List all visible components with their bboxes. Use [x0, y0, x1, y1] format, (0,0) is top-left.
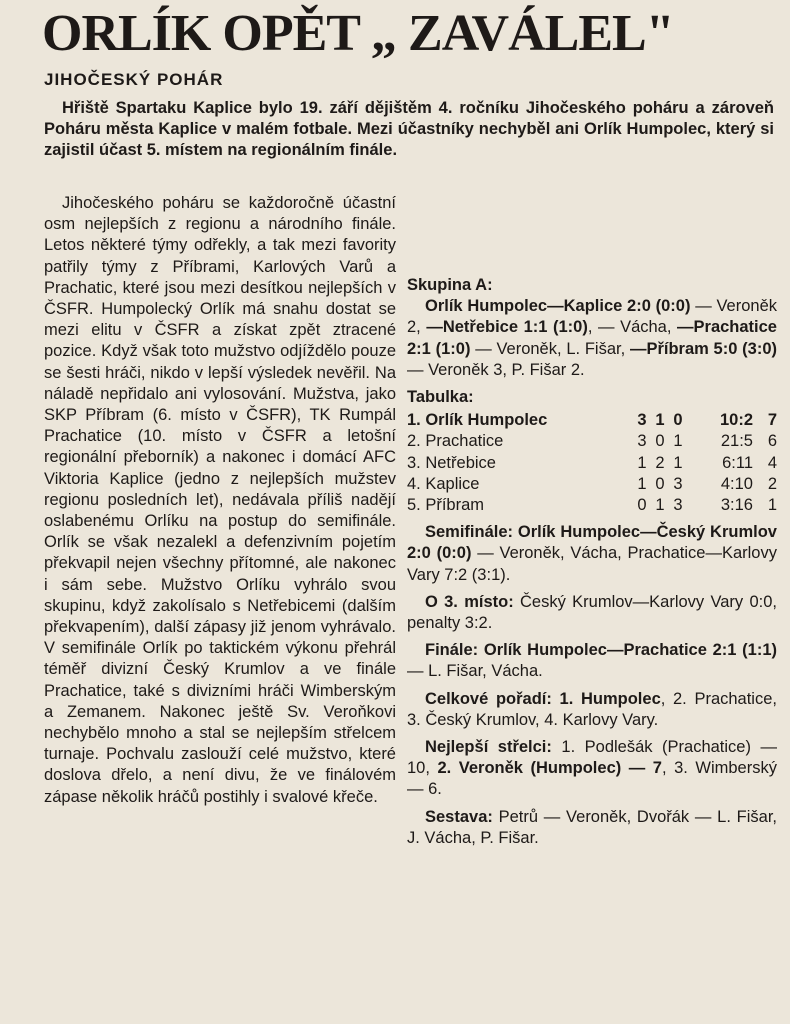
article-body: Jihočeského poháru se každoročně účastní osm nejlepších z regionu a národního finále. Letos některé týmy odřekly, a tak mezi favority patřily týmy z Příbrami, Karlových Varů a Prachatic, které jsou mezi desítkou nejlepších v ČSFR. Humpolecký Orlík má snahu dostat se mezi elitu v ČSFR a získat zpět ztracené pozice. Když však toto mužstvo odjíždělo pouze se šesti hráči, nikdo v lepší výsledek nevěřil. Na náladě nepřidalo ani vylosování. Mužstva, jako SKP Příbram (6. místo v ČSFR), TK Rumpál Prachatice (10. místo v ČSFR a letošní regionální přeborník) a nakonec i domácí AFC Viktoria Kaplice (jedno z nejlepších mužstev regionu posledních let), nedávala příliš nadějí oslabenému Orlíku na postup do semifinále. Orlík se však nezalekl a defenzivním pojetím překvapil nejen všechny přítomné, ale nakonec i sám sebe. Mužstvo Orlíku vyhrálo svou skupinu, když zakolísalo s Netřebicemi (dalším překvapením), další zápasy již jenom vyhrávalo. V semifinále Orlík po taktickém výkonu přehrál téměř divizní Český Krumlov a ve finále Prachatice, také s divizními hráči Wimberským a Zemanem. Nakonec ještě Sv. Veroňkovi nechybělo mnoho a stal se nejlepším střelcem turnaje. Pochvalu zaslouží celé mužstvo, které doslova dřelo, a není divu, že ve finálovém zápase několik hráčů postihly i svalové křeče. [44, 194, 396, 806]
scorers-second: 2. Veroněk (Humpolec) — 7 [437, 759, 662, 778]
standings-losses: 0 [673, 411, 683, 430]
lineup-label: Sestava: [425, 807, 493, 826]
standings-losses: 1 [673, 453, 683, 472]
third-place-label: O 3. místo: [425, 592, 514, 611]
standings-losses: 3 [673, 496, 683, 515]
group-result-2: —Netřebice 1:1 (1:0) [426, 318, 588, 337]
standings-table [407, 410, 777, 516]
third-place-text: Český Krumlov—Karlovy Vary 0:0, penalty 3:2. [407, 592, 778, 633]
standings-team: 4. Kaplice [407, 474, 480, 493]
top-scorers [407, 737, 777, 801]
scorers-text-2: , 3. Wimberský — 6. [407, 759, 777, 799]
standings-row [407, 453, 777, 474]
standings-score: 3:16 [720, 496, 753, 515]
standings-row [407, 495, 777, 516]
group-scorers-4: — Veroněk 3, P. Fišar 2. [407, 360, 585, 379]
semifinal-text: — Veroněk, Vácha, Prachatice—Karlovy Vary 7:2 (3:1). [407, 544, 777, 584]
standings-draws: 0 [655, 432, 665, 451]
final-label: Finále: Orlík Humpolec—Prachatice 2:1 (1:1) [425, 641, 777, 660]
standings-points: 2 [767, 474, 777, 493]
scorers-text: 1. Podlešák (Prachatice) — 10, [407, 738, 777, 778]
standings-wins: 3 [637, 411, 647, 430]
group-result-1: Orlík Humpolec—Kaplice 2:0 (0:0) [425, 297, 691, 316]
standings-draws: 1 [655, 496, 665, 515]
standings-team: 1. Orlík Humpolec [407, 411, 548, 430]
standings-draws: 1 [655, 411, 665, 430]
standings-score: 6:11 [722, 453, 753, 472]
standings-wins: 0 [637, 496, 647, 515]
standings-row [407, 410, 777, 431]
group-result-3: —Prachatice 2:1 (1:0) [407, 318, 777, 358]
group-scorers-2: , — Vácha, [587, 318, 678, 337]
semifinal-results [407, 522, 777, 586]
scorers-label: Nejlepší střelci: [425, 738, 552, 757]
standings-draws: 0 [655, 474, 665, 493]
standings-score: 21:5 [720, 432, 753, 451]
standings-wins: 1 [637, 453, 647, 472]
group-results [407, 296, 777, 381]
standings-team: 5. Příbram [407, 496, 485, 515]
standings-points: 4 [767, 453, 777, 472]
standings-losses: 1 [673, 432, 683, 451]
table-heading: Tabulka: [407, 388, 474, 407]
standings-team: 2. Prachatice [407, 432, 504, 451]
overall-standing [407, 689, 777, 731]
overall-text: , 2. Prachatice, 3. Český Krumlov, 4. Karlovy Vary. [407, 689, 777, 729]
overall-label: Celkové pořadí: 1. Humpolec [425, 689, 661, 708]
standings-points: 7 [767, 411, 777, 430]
final-result [407, 640, 777, 682]
standings-wins: 3 [637, 432, 647, 451]
group-heading: Skupina A: [407, 276, 493, 294]
final-text: — L. Fišar, Vácha. [407, 662, 543, 681]
lineup-text: Petrů — Veroněk, Dvořák — L. Fišar, J. Vácha, P. Fišar. [407, 807, 777, 847]
standings-losses: 3 [673, 474, 683, 493]
article-lead: Hřiště Spartaku Kaplice bylo 19. září dějištěm 4. ročníku Jihočeského poháru a zároveň Poháru města Kaplice v malém fotbale. Mezi účastníky nechyběl ani Orlík Humpolec, který si zajistil účast 5. místem na regionálním finále. [44, 99, 774, 159]
lineup [407, 807, 777, 849]
standings-team: 3. Netřebice [407, 453, 496, 472]
group-scorers-3: — Veroněk, L. Fišar, [470, 339, 630, 358]
article-subtitle: JIHOČESKÝ POHÁR [44, 70, 224, 89]
standings-points: 6 [767, 432, 777, 451]
third-place-result [407, 592, 777, 634]
standings-row [407, 431, 777, 452]
semifinal-label: Semifinále: Orlík Humpolec—Český Krumlov 2:0 (0:0) [407, 523, 777, 563]
standings-score: 10:2 [719, 411, 753, 430]
standings-row [407, 474, 777, 495]
standings-wins: 1 [637, 474, 647, 493]
standings-points: 1 [767, 496, 777, 515]
group-scorers-1: — Veroněk 2, [407, 297, 777, 337]
results-column [407, 193, 777, 849]
standings-score: 4:10 [720, 474, 753, 493]
standings-draws: 2 [655, 453, 665, 472]
group-result-4: —Příbram 5:0 (3:0) [629, 339, 777, 358]
article-title: ORLÍK OPĚT „ ZAVÁLEL" [42, 5, 674, 62]
